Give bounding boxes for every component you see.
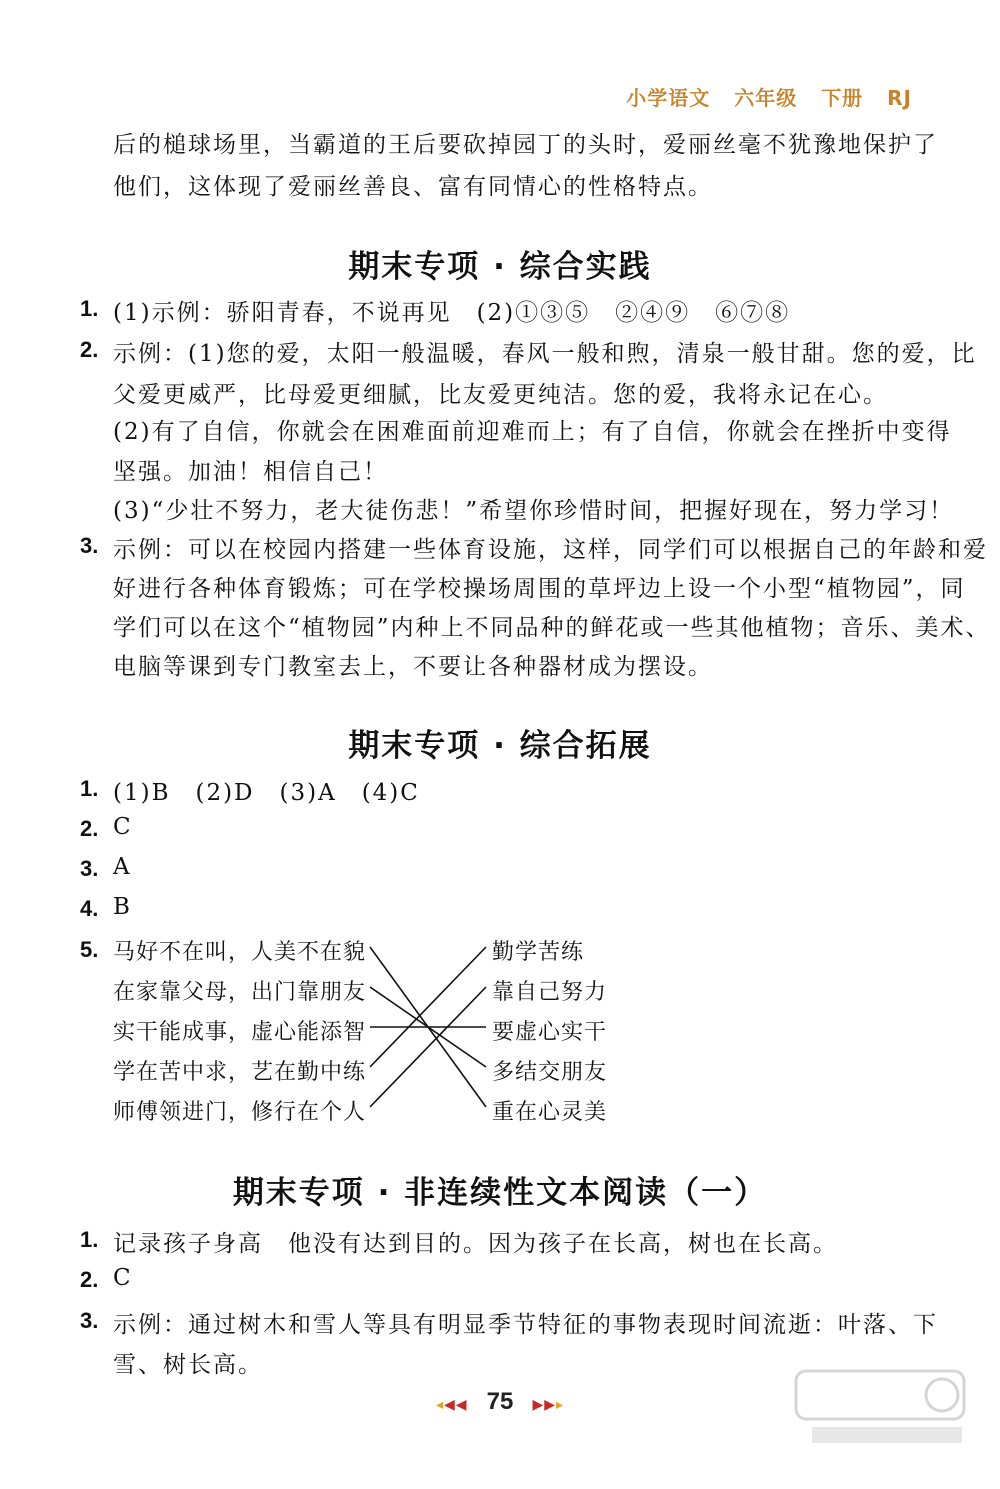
answer-line: 记录孩子身高 他没有达到目的。因为孩子在长高，树也在长高。 [113,1231,838,1257]
next-arrows-icon: ▶▶▸ [532,1397,565,1413]
header-subject: 小学语文 [626,86,711,110]
page-number: 75 [486,1388,514,1415]
answer-line: (1)示例：骄阳青春，不说再见 (2)①③⑤ ②④⑨ ⑥⑦⑧ [113,300,791,326]
match-right-item: 多结交朋友 [492,1060,608,1085]
answer-line: A [113,854,132,880]
answer-line: C [113,1265,133,1291]
item-number: 1. [80,776,99,801]
intro-line: 后的槌球场里，当霸道的王后要砍掉园丁的头时，爱丽丝毫不犹豫地保护了 [113,132,938,158]
item-number: 5. [80,937,99,962]
item-number: 3. [80,1308,99,1333]
section-title: 期末专项 · 综合拓展 [348,728,652,764]
match-left-item: 实干能成事，虚心能添智 [113,1020,367,1045]
answer-line: 坚强。加油！相信自己！ [113,459,388,485]
match-right-item: 勤学苦练 [492,940,585,965]
match-line [370,947,486,1067]
answer-line: 学们可以在这个“植物园”内种上不同品种的鲜花或一些其他植物；音乐、美术、 [113,615,991,641]
watermark-logo [792,1363,972,1453]
match-left-item: 学在苦中求，艺在勤中练 [113,1060,367,1085]
section-title: 期末专项 · 综合实践 [348,249,652,285]
answer-line: 父爱更威严，比母爱更细腻，比友爱更纯洁。您的爱，我将永记在心。 [113,382,888,408]
item-number: 3. [80,533,99,558]
answer-line: (1)B (2)D (3)A (4)C [113,780,420,806]
answer-line: 雪、树长高。 [113,1352,263,1378]
item-number: 2. [80,337,99,362]
answer-line: 示例：(1)您的爱，太阳一般温暖，春风一般和煦，清泉一般甘甜。您的爱，比 [113,341,977,367]
answer-line: 好进行各种体育锻炼；可在学校操场周围的草坪边上设一个小型“植物园”，同 [113,576,966,602]
match-left-item: 在家靠父母，出门靠朋友 [113,980,367,1005]
answer-line: C [113,814,133,840]
answer-line: 示例：通过树木和雪人等具有明显季节特征的事物表现时间流逝：叶落、下 [113,1312,938,1338]
answer-line: 电脑等课到专门教室去上，不要让各种器材成为摆设。 [113,654,713,680]
header-grade: 六年级 [734,86,798,110]
answer-line: B [113,894,132,920]
match-right-item: 要虚心实干 [492,1020,608,1045]
match-line [370,987,486,1107]
match-left-item: 师傅领进门，修行在个人 [113,1100,367,1125]
match-right-item: 重在心灵美 [492,1100,608,1125]
answer-line: (2)有了自信，你就会在困难面前迎难而上；有了自信，你就会在挫折中变得 [113,419,952,445]
item-number: 1. [80,296,99,321]
header-edition: RJ [887,86,912,110]
header-volume: 下册 [821,86,864,110]
item-number: 3. [80,856,99,881]
match-right-item: 靠自己努力 [492,980,608,1005]
item-number: 1. [80,1227,99,1252]
section-title: 期末专项 · 非连续性文本阅读（一） [232,1175,768,1211]
item-number: 2. [80,1267,99,1292]
match-left-item: 马好不在叫，人美不在貌 [113,940,367,965]
answer-line: 示例：可以在校园内搭建一些体育设施，这样，同学们可以根据自己的年龄和爱 [113,537,988,563]
item-number: 2. [80,816,99,841]
item-number: 4. [80,896,99,921]
answer-line: (3)“少壮不努力，老大徒伤悲！”希望你珍惜时间，把握好现在，努力学习！ [113,498,955,524]
prev-arrows-icon: ◂◀◀ [435,1397,468,1413]
intro-line: 他们，这体现了爱丽丝善良、富有同情心的性格特点。 [113,174,713,200]
